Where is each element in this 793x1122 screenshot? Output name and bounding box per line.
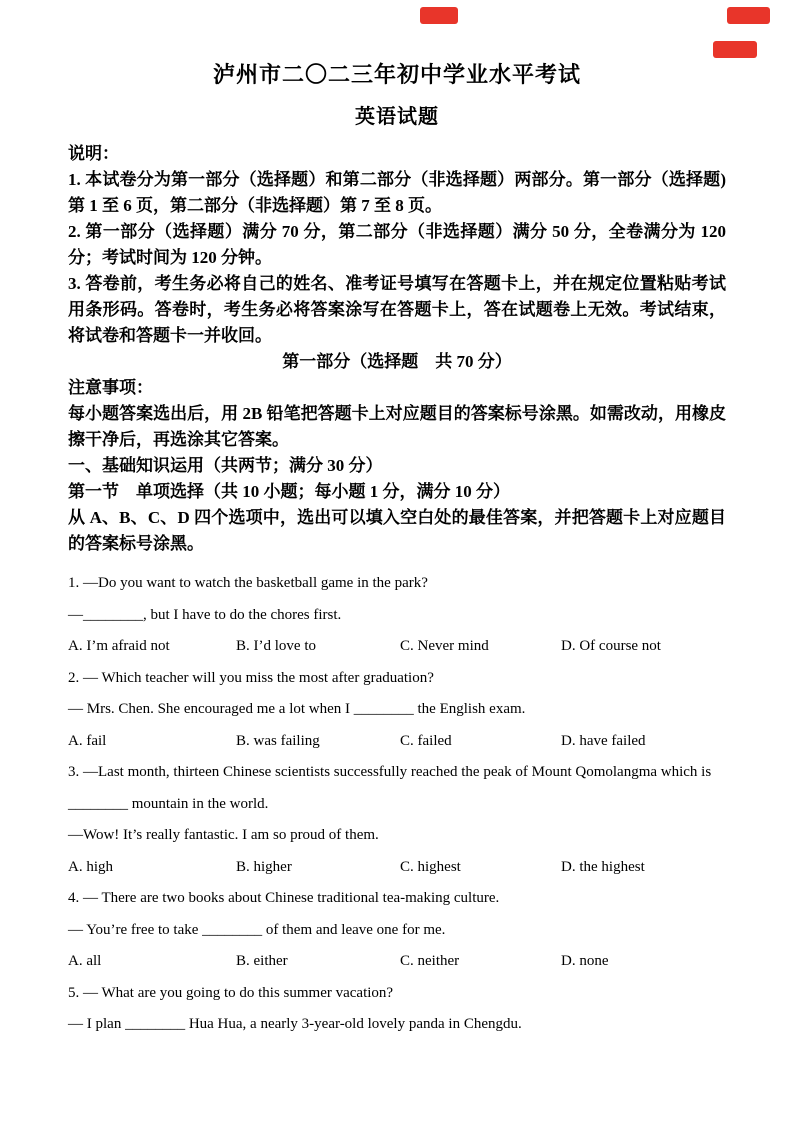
question-line: — I plan ________ Hua Hua, a nearly 3-year-old lovely panda in Chengdu. xyxy=(68,1016,522,1032)
option-d: D. have failed xyxy=(561,732,646,749)
instructions-heading: 说明： xyxy=(68,144,119,163)
instruction-item-3: 3. 答卷前，考生务必将自己的姓名、准考证号填写在答题卡上，并在规定位置粘贴考试用条形码。答卷时，考生务必将答案涂写在答题卡上，答在试题卷上无效。考试结束，将试卷和答题卡一并收回。 xyxy=(68,274,726,345)
option-b: B. either xyxy=(236,953,288,969)
instructions-section xyxy=(68,141,726,349)
notice-text: 每小题答案选出后，用 2B 铅笔把答题卡上对应题目的答案标号涂黑。如需改动，用橡皮擦干净后，再选涂其它答案。 xyxy=(68,404,726,449)
option-d: D. Of course not xyxy=(561,638,661,654)
question-4 xyxy=(68,883,726,978)
question-2 xyxy=(68,663,726,758)
option-b: B. higher xyxy=(236,858,292,875)
options-row xyxy=(68,631,726,663)
option-a: A. I’m afraid not xyxy=(68,638,170,654)
notice-heading: 注意事项： xyxy=(68,378,153,397)
section-heading: 一、基础知识运用（共两节；满分 30 分） xyxy=(68,456,383,475)
question-line: ________ mountain in the world. xyxy=(68,795,269,812)
subsection-heading: 第一节 单项选择（共 10 小题；每小题 1 分，满分 10 分） xyxy=(68,482,510,501)
options-row xyxy=(68,852,726,884)
option-c: C. neither xyxy=(400,953,460,969)
question-line: 4. — There are two books about Chinese traditional tea-making culture. xyxy=(68,890,500,906)
option-a: A. all xyxy=(68,953,102,969)
options-row xyxy=(68,726,726,758)
options-row xyxy=(68,946,726,978)
option-d: D. none xyxy=(561,953,609,969)
questions-section xyxy=(68,568,726,1041)
question-line: 5. — What are you going to do this summer vacation? xyxy=(68,984,394,1001)
option-c: C. highest xyxy=(400,858,461,875)
option-c: C. Never mind xyxy=(400,638,489,654)
option-d: D. the highest xyxy=(561,858,645,875)
option-a: A. fail xyxy=(68,732,107,749)
question-line: —________, but I have to do the chores first. xyxy=(68,606,342,623)
question-1 xyxy=(68,568,726,663)
question-3 xyxy=(68,757,726,883)
instruction-item-2: 2. 第一部分（选择题）满分 70 分，第二部分（非选择题）满分 50 分，全卷满分为 120 分；考试时间为 120 分钟。 xyxy=(68,222,726,267)
question-line: 1. —Do you want to watch the basketball game in the park? xyxy=(68,575,428,591)
option-b: B. was failing xyxy=(236,732,320,749)
question-line: 3. —Last month, thirteen Chinese scientists successfully reached the peak of Mount Qomolangma which is xyxy=(68,764,712,780)
instruction-item-1: 1. 本试卷分为第一部分（选择题）和第二部分（非选择题）两部分。第一部分（选择题)第 1 至 6 页，第二部分（非选择题）第 7 至 8 页。 xyxy=(68,170,726,215)
question-line: 2. — Which teacher will you miss the most after graduation? xyxy=(68,669,434,686)
part1-heading: 第一部分（选择题 共 70 分） xyxy=(282,352,512,371)
directions-text: 从 A、B、C、D 四个选项中，选出可以填入空白处的最佳答案，并把答题卡上对应题目的答案标号涂黑。 xyxy=(68,508,726,553)
page-subtitle: 英语试题 xyxy=(355,106,439,128)
page-title: 泸州市二〇二三年初中学业水平考试 xyxy=(212,62,581,87)
option-b: B. I’d love to xyxy=(236,638,316,654)
option-c: C. failed xyxy=(400,732,452,749)
question-line: —Wow! It’s really fantastic. I am so proud of them. xyxy=(68,827,379,843)
question-line: — Mrs. Chen. She encouraged me a lot when I ________ the English exam. xyxy=(68,701,526,717)
question-line: — You’re free to take ________ of them and leave one for me. xyxy=(68,921,446,938)
option-a: A. high xyxy=(68,858,113,875)
question-5 xyxy=(68,978,726,1041)
